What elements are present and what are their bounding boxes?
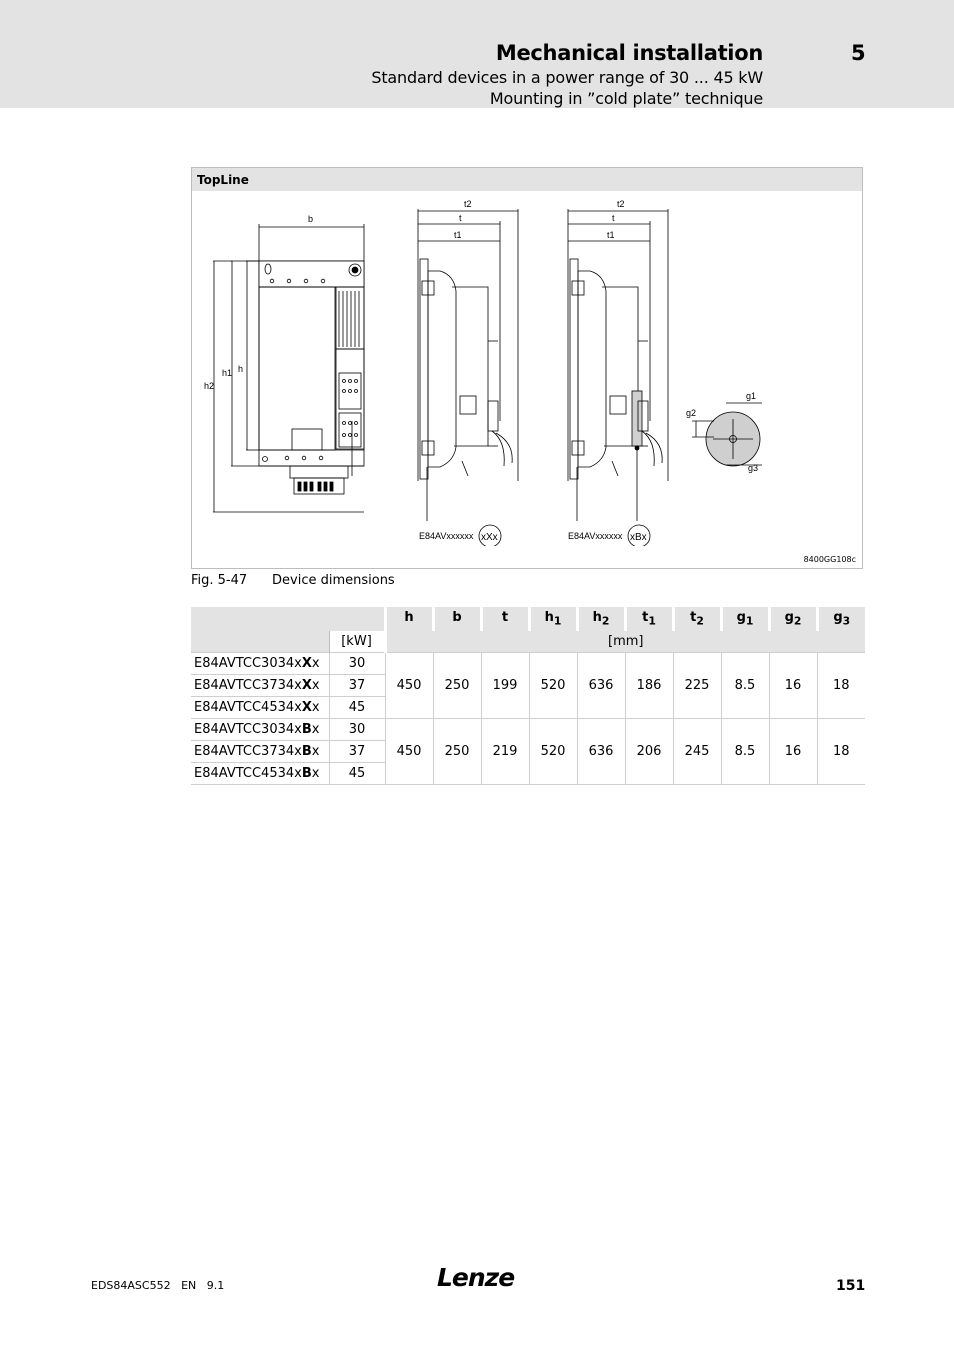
model-cell: E84AVTCC3734xXx (191, 675, 329, 697)
power-cell: 30 (329, 653, 385, 675)
value-t2: 245 (673, 719, 721, 785)
footer-doc-info (91, 1279, 224, 1292)
value-t1: 186 (625, 653, 673, 719)
table-header-symbols (191, 607, 865, 631)
dim-label-b: b (308, 214, 314, 224)
svg-text:t1: t1 (607, 230, 615, 240)
dim-label-h1: h1 (222, 368, 233, 378)
page-subtitle-line1: Standard devices in a power range of 30 ... 45 kW (371, 68, 763, 87)
dimensions-table (191, 607, 865, 785)
footer-version: 9.1 (206, 1279, 225, 1292)
value-h2: 636 (577, 653, 625, 719)
value-b: 250 (433, 719, 481, 785)
value-g2: 16 (769, 653, 817, 719)
side-view-xXx (418, 199, 518, 521)
power-cell: 30 (329, 719, 385, 741)
value-t2: 225 (673, 653, 721, 719)
chapter-number: 5 (851, 41, 866, 65)
value-h2: 636 (577, 719, 625, 785)
power-cell: 37 (329, 741, 385, 763)
side-view-xBx (568, 199, 668, 521)
value-h: 450 (385, 653, 433, 719)
col-b: b (433, 607, 481, 631)
value-t: 219 (481, 719, 529, 785)
figure-code: 8400GG108c (803, 555, 856, 564)
front-view (204, 214, 364, 512)
value-g1: 8.5 (721, 653, 769, 719)
variant-label-xBx: E84AVxxxxxx (568, 531, 623, 541)
page-title: Mechanical installation (495, 41, 763, 65)
value-t1: 206 (625, 719, 673, 785)
figure-caption (191, 573, 395, 588)
value-t: 199 (481, 653, 529, 719)
dim-label-t: t (459, 213, 462, 223)
value-g3: 18 (817, 719, 865, 785)
value-b: 250 (433, 653, 481, 719)
col-h1: $h_1$ (529, 607, 577, 631)
footer-lang: EN (181, 1279, 197, 1292)
col-t2: $t_2$ (673, 607, 721, 631)
col-t: t (481, 607, 529, 631)
model-cell: E84AVTCC4534xBx (191, 763, 329, 785)
col-g1: $g_1$ (721, 607, 769, 631)
table-row (191, 719, 865, 741)
dim-label-t2: t2 (464, 199, 472, 209)
variant-suffix-xXx: xXx (481, 532, 498, 543)
col-t1: $t_1$ (625, 607, 673, 631)
table-header-units (191, 631, 865, 653)
figure-heading-bar (192, 168, 862, 191)
table-row (191, 653, 865, 675)
figure-caption-text: Device dimensions (272, 573, 395, 588)
power-cell: 45 (329, 763, 385, 785)
col-h: h (385, 607, 433, 631)
model-cell: E84AVTCC3734xBx (191, 741, 329, 763)
value-h1: 520 (529, 719, 577, 785)
power-cell: 37 (329, 675, 385, 697)
footer-doc-id: EDS84ASC552 (91, 1279, 171, 1292)
figure-heading: TopLine (197, 173, 249, 187)
unit-mm: [mm] (385, 631, 865, 653)
figure-number: Fig. 5-47 (191, 573, 248, 588)
model-cell: E84AVTCC3034xXx (191, 653, 329, 675)
variant-label-xXx: E84AVxxxxxx (419, 531, 474, 541)
dim-label-t1: t1 (454, 230, 462, 240)
page-subtitle-line2: Mounting in ”cold plate” technique (489, 89, 763, 108)
dim-label-g3: g3 (748, 463, 759, 473)
dim-label-h2: h2 (204, 381, 215, 391)
unit-kw: [kW] (329, 631, 385, 653)
value-g1: 8.5 (721, 719, 769, 785)
lenze-logo: Lenze (437, 1263, 515, 1292)
header-band (0, 0, 954, 108)
value-g3: 18 (817, 653, 865, 719)
value-h1: 520 (529, 653, 577, 719)
page-number: 151 (836, 1278, 866, 1294)
col-g3: $g_3$ (817, 607, 865, 631)
value-g2: 16 (769, 719, 817, 785)
model-cell: E84AVTCC4534xXx (191, 697, 329, 719)
dim-label-g1: g1 (746, 391, 757, 401)
dim-label-g2: g2 (686, 408, 697, 418)
detail-view-g (686, 391, 762, 473)
power-cell: 45 (329, 697, 385, 719)
col-g2: $g_2$ (769, 607, 817, 631)
svg-text:t: t (612, 213, 615, 223)
figure-frame (191, 167, 863, 569)
value-h: 450 (385, 719, 433, 785)
variant-suffix-xBx: xBx (630, 532, 647, 543)
col-h2: $h_2$ (577, 607, 625, 631)
device-dimension-drawing (192, 191, 862, 546)
model-cell: E84AVTCC3034xBx (191, 719, 329, 741)
dim-label-h: h (238, 364, 244, 374)
svg-text:t2: t2 (617, 199, 625, 209)
